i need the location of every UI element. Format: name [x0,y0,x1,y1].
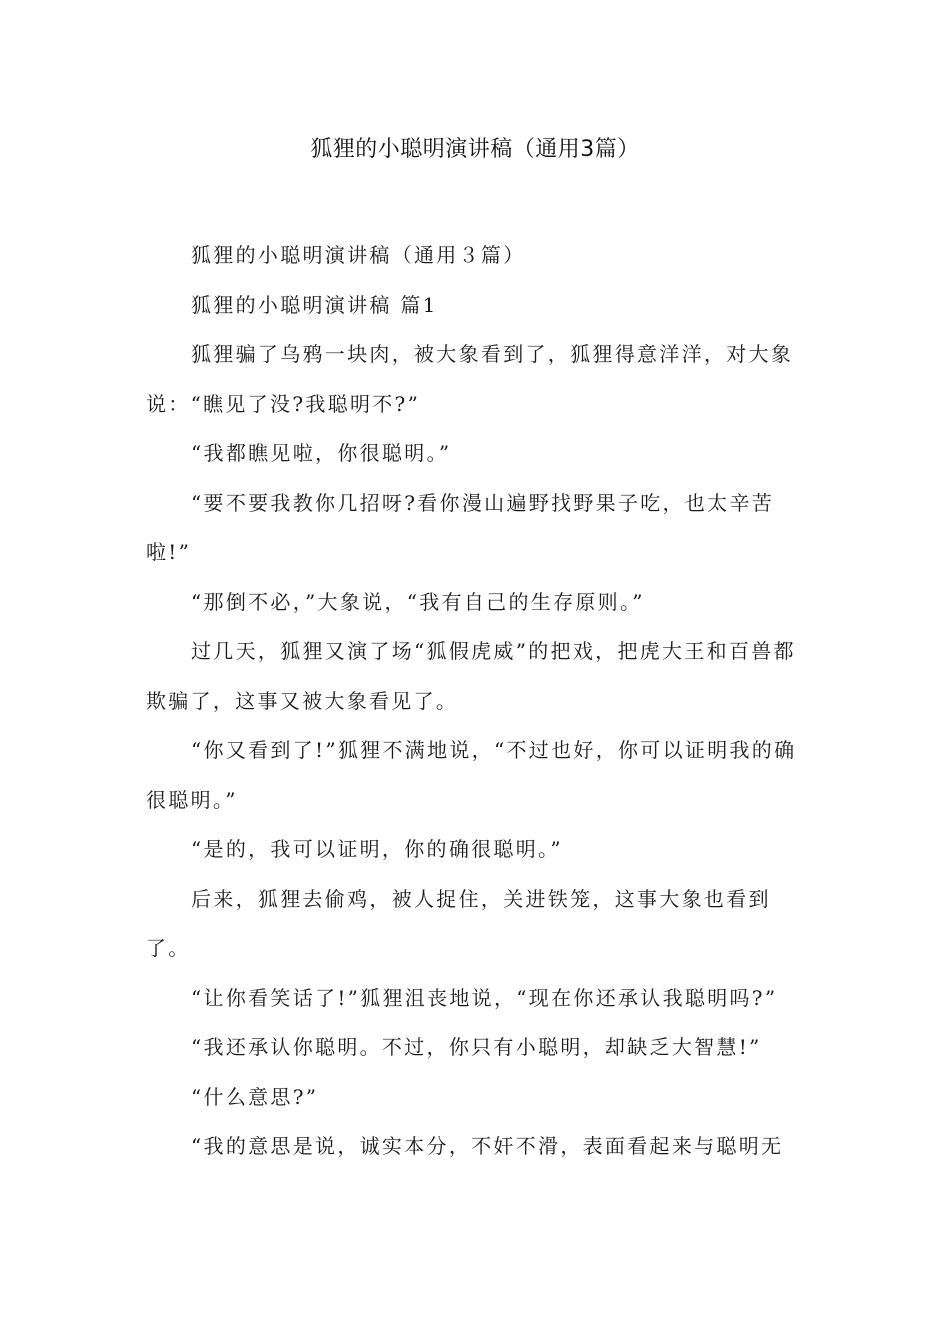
paragraph: 狐狸的小聪明演讲稿 篇1 [191,292,438,317]
paragraph: “你又看到了!”狐狸不满地说，“不过也好，你可以证明我的确很聪明。” [146,738,797,812]
paragraph: 过几天，狐狸又演了场“狐假虎威”的把戏，把虎大王和百兽都欺骗了，这事又被大象看见了。 [146,639,796,713]
paragraph: “我还承认你聪明。不过，你只有小聪明，却缺乏大智慧!” [191,1035,762,1059]
paragraph: “要不要我教你几招呀?看你漫山遍野找野果子吃，也太辛苦啦!” [146,490,775,564]
paragraph: “我都瞧见啦，你很聪明。” [191,441,452,465]
paragraph: 狐狸的小聪明演讲稿（通用３篇） [191,243,526,267]
paragraph: “是的，我可以证明，你的确很聪明。” [191,837,563,861]
paragraph: “什么意思?” [191,1084,319,1109]
paragraph: 后来，狐狸去偷鸡，被人捉住，关进铁笼，这事大象也看到了。 [146,886,771,960]
paragraph: “我的意思是说，诚实本分，不奸不滑，表面看起来与聪明无 [191,1134,784,1158]
document-title: 狐狸的小聪明演讲稿（通用3篇） [310,137,640,162]
paragraph: 狐狸骗了乌鸦一块肉，被大象看到了，狐狸得意洋洋，对大象说：“瞧见了没?我聪明不?” [146,342,794,416]
paragraph: “让你看笑话了!”狐狸沮丧地说，“现在你还承认我聪明吗?” [191,985,778,1010]
document-body [146,231,806,1172]
paragraph: “那倒不必，”大象说，“我有自己的生存原则。” [191,589,645,614]
